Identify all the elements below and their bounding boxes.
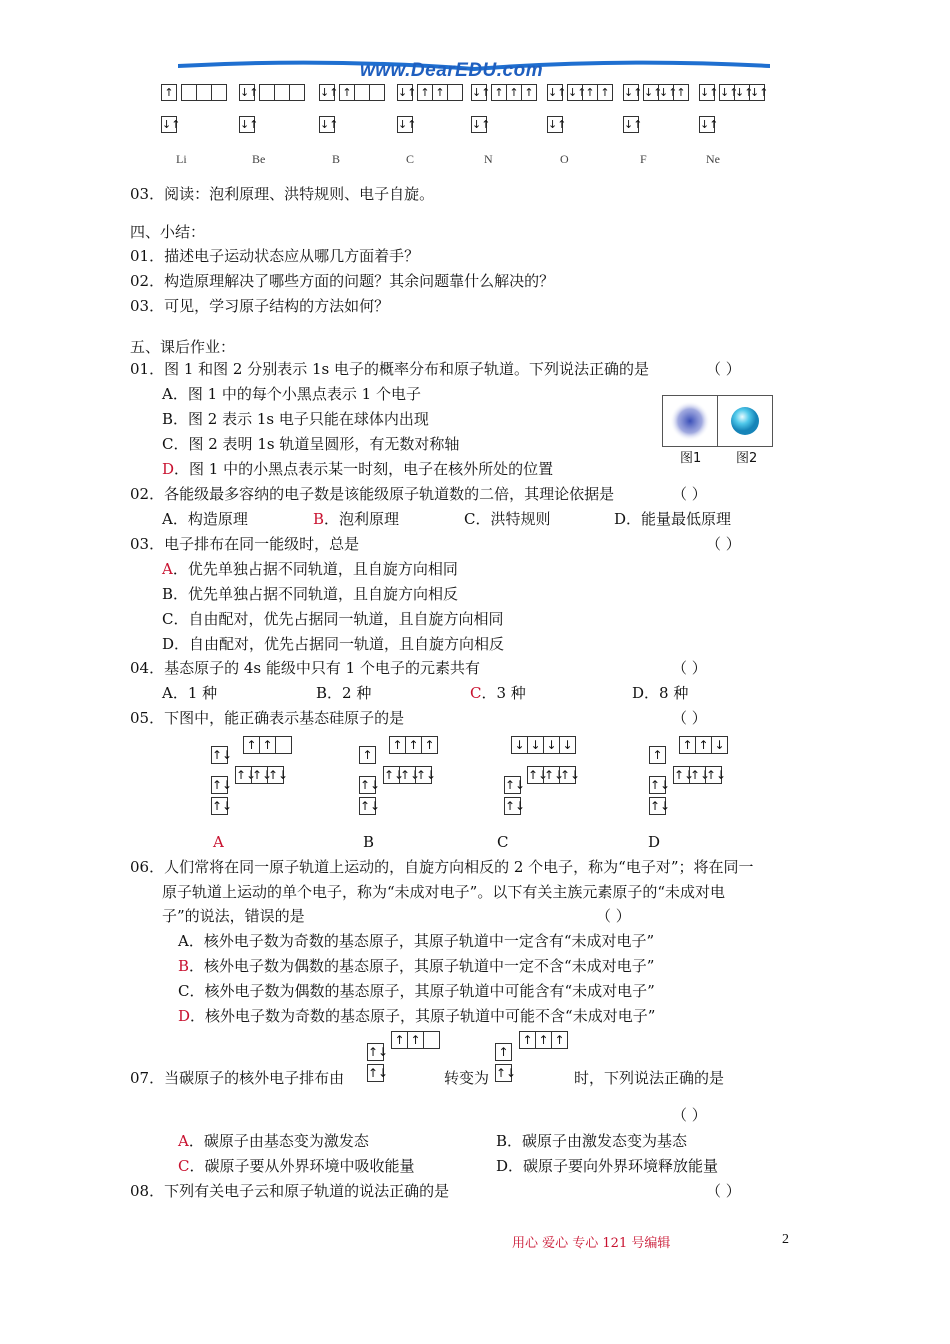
sphere-image bbox=[718, 396, 772, 446]
summary-item: 02．构造原理解决了哪些方面的问题？其余问题靠什么解决的？ bbox=[130, 272, 555, 290]
electron-cloud-image bbox=[663, 396, 717, 446]
q6-option-a: A．核外电子数为奇数的基态原子，其原子轨道中一定含有“未成对电子” bbox=[178, 932, 655, 950]
orbital-o-1s: ↓↑ bbox=[548, 118, 567, 131]
orbital-b-1s: ↓↑ bbox=[320, 118, 339, 131]
element-label: Li bbox=[176, 152, 187, 166]
answer-paren: （ ） bbox=[706, 1182, 741, 1200]
section-homework-heading: 五、课后作业： bbox=[130, 338, 236, 356]
answer-paren: （ ） bbox=[672, 709, 707, 727]
q3-option-c: C．自由配对，优先占据同一轨道，且自旋方向相同 bbox=[162, 610, 504, 628]
answer-letter: A bbox=[178, 1132, 189, 1150]
question-3: 03．电子排布在同一能级时，总是 bbox=[130, 535, 360, 553]
figure-2-orbital-sphere bbox=[717, 395, 773, 447]
orbital-c-2s2p: ↓↑ ↑ ↑ bbox=[398, 84, 463, 101]
element-label: C bbox=[406, 152, 415, 166]
orbital-li-1s: ↓↑ bbox=[162, 118, 181, 131]
question-1: 01．图 1 和图 2 分别表示 1s 电子的概率分布和原子轨道。下列说法正确的是 bbox=[130, 360, 650, 378]
figure-1-caption: 图1 bbox=[680, 451, 702, 466]
q2-option-d: D．能量最低原理 bbox=[614, 510, 732, 528]
orbital-ne-2s2p: ↓↑ ↓↑ ↓↑ ↓↑ bbox=[700, 86, 769, 99]
orbital-be-1s: ↓↑ bbox=[240, 118, 259, 131]
element-label: F bbox=[640, 152, 647, 166]
element-label: Be bbox=[252, 152, 266, 166]
q7-option-b: B．碳原子由激发态变为基态 bbox=[496, 1132, 688, 1150]
element-label: Ne bbox=[706, 152, 720, 166]
q5-label-c: C bbox=[497, 833, 509, 851]
q7-option-a: A．碳原子由基态变为激发态 bbox=[178, 1132, 369, 1150]
answer-letter: C bbox=[470, 684, 482, 702]
orbital-c-1s: ↓↑ bbox=[398, 118, 417, 131]
answer-letter: D bbox=[178, 1007, 191, 1025]
answer-paren: （ ） bbox=[672, 485, 707, 503]
site-watermark: www.DearEDU.com bbox=[360, 60, 544, 81]
q3-option-b: B．优先单独占据不同轨道，且自旋方向相反 bbox=[162, 585, 459, 603]
orbital-f-1s: ↓↑ bbox=[624, 118, 643, 131]
orbital-o-2s2p: ↓↑ ↓↑ ↑ ↑ bbox=[548, 84, 613, 101]
q6-option-d: D．核外电子数为奇数的基态原子，其原子轨道中可能不含“未成对电子” bbox=[178, 1007, 656, 1025]
summary-item: 01．描述电子运动状态应从哪几方面着手？ bbox=[130, 247, 420, 265]
q2-option-c: C．洪特规则 bbox=[464, 510, 551, 528]
question-6-line-2: 原子轨道上运动的单个电子，称为“未成对电子”。以下有关主族元素原子的“未成对电 bbox=[162, 883, 726, 901]
question-7-part-3: 时，下列说法正确的是 bbox=[574, 1069, 725, 1087]
answer-paren: （ ） bbox=[672, 1106, 707, 1124]
q3-option-d: D．自由配对，优先占据同一轨道，且自旋方向相反 bbox=[162, 635, 505, 653]
question-6-line-3: 子”的说法，错误的是 bbox=[162, 907, 305, 925]
answer-letter: A bbox=[162, 560, 173, 578]
q4-option-b: B．2 种 bbox=[316, 684, 372, 702]
answer-letter: D bbox=[162, 460, 175, 478]
question-4: 04．基态原子的 4s 能级中只有 1 个电子的元素共有 bbox=[130, 659, 480, 677]
q6-option-b: B．核外电子数为偶数的基态原子，其原子轨道中一定不含“未成对电子” bbox=[178, 957, 655, 975]
footer-text: 用心 爱心 专心 121 号编辑 bbox=[512, 1236, 671, 1251]
q7-option-c: C．碳原子要从外界环境中吸收能量 bbox=[178, 1157, 415, 1175]
element-label: O bbox=[560, 152, 569, 166]
answer-letter: B bbox=[178, 957, 190, 975]
question-5: 05．下图中，能正确表示基态硅原子的是 bbox=[130, 709, 405, 727]
q4-option-a: A．1 种 bbox=[162, 684, 218, 702]
q2-option-b: B．泡利原理 bbox=[313, 510, 400, 528]
question-7-part-2: 转变为 bbox=[444, 1069, 490, 1087]
orbital-n-1s: ↓↑ bbox=[472, 118, 491, 131]
element-label: N bbox=[484, 152, 493, 166]
section-summary-heading: 四、小结： bbox=[130, 223, 206, 241]
q5-label-b: B bbox=[363, 833, 375, 851]
element-label: B bbox=[332, 152, 341, 166]
answer-paren: （ ） bbox=[672, 659, 707, 677]
question-7-part-1: 07．当碳原子的核外电子排布由 bbox=[130, 1069, 345, 1087]
q1-option-c: C．图 2 表明 1s 轨道呈圆形，有无数对称轴 bbox=[162, 435, 460, 453]
orbital-be-2s2p: ↓↑ bbox=[240, 84, 305, 101]
q6-option-c: C．核外电子数为偶数的基态原子，其原子轨道中可能含有“未成对电子” bbox=[178, 982, 655, 1000]
question-2: 02．各能级最多容纳的电子数是该能级原子轨道数的二倍，其理论依据是 bbox=[130, 485, 615, 503]
question-6-line-1: 06．人们常将在同一原子轨道上运动的，自旋方向相反的 2 个电子，称为“电子对”；将在同一 bbox=[130, 858, 754, 876]
q3-option-a: A．优先单独占据不同轨道，且自旋方向相同 bbox=[162, 560, 458, 578]
orbital-n-2s2p: ↓↑ ↑ ↑ ↑ bbox=[472, 84, 537, 101]
answer-letter: C bbox=[178, 1157, 190, 1175]
page-number: 2 bbox=[782, 1232, 789, 1247]
q4-option-c: C．3 种 bbox=[470, 684, 526, 702]
figure-2-caption: 图2 bbox=[736, 451, 758, 466]
q2-option-a: A．构造原理 bbox=[162, 510, 248, 528]
answer-paren: （ ） bbox=[706, 360, 741, 378]
reading-line: 03．阅读：泡利原理、洪特规则、电子自旋。 bbox=[130, 185, 435, 203]
q1-option-b: B．图 2 表示 1s 电子只能在球体内出现 bbox=[162, 410, 429, 428]
q5-label-a: A bbox=[213, 833, 224, 851]
q1-option-a: A．图 1 中的每个小黑点表示 1 个电子 bbox=[162, 385, 421, 403]
answer-paren: （ ） bbox=[706, 535, 741, 553]
summary-item: 03．可见，学习原子结构的方法如何？ bbox=[130, 297, 390, 315]
q5-label-d: D bbox=[648, 833, 661, 851]
figure-1-electron-cloud bbox=[662, 395, 718, 447]
orbital-f-2s2p: ↓↑ ↓↑ ↓↑ ↑ bbox=[624, 84, 689, 101]
orbital-li-2s2p: ↑ bbox=[162, 84, 227, 101]
q4-option-d: D．8 种 bbox=[632, 684, 689, 702]
orbital-ne-1s: ↓↑ bbox=[700, 118, 719, 131]
q7-option-d: D．碳原子要向外界环境释放能量 bbox=[496, 1157, 719, 1175]
question-8: 08．下列有关电子云和原子轨道的说法正确的是 bbox=[130, 1182, 450, 1200]
answer-letter: B bbox=[313, 510, 325, 528]
q1-option-d: D．图 1 中的小黑点表示某一时刻，电子在核外所处的位置 bbox=[162, 460, 554, 478]
orbital-b-2s2p: ↓↑ ↑ bbox=[320, 84, 385, 101]
answer-paren: （ ） bbox=[596, 907, 631, 925]
